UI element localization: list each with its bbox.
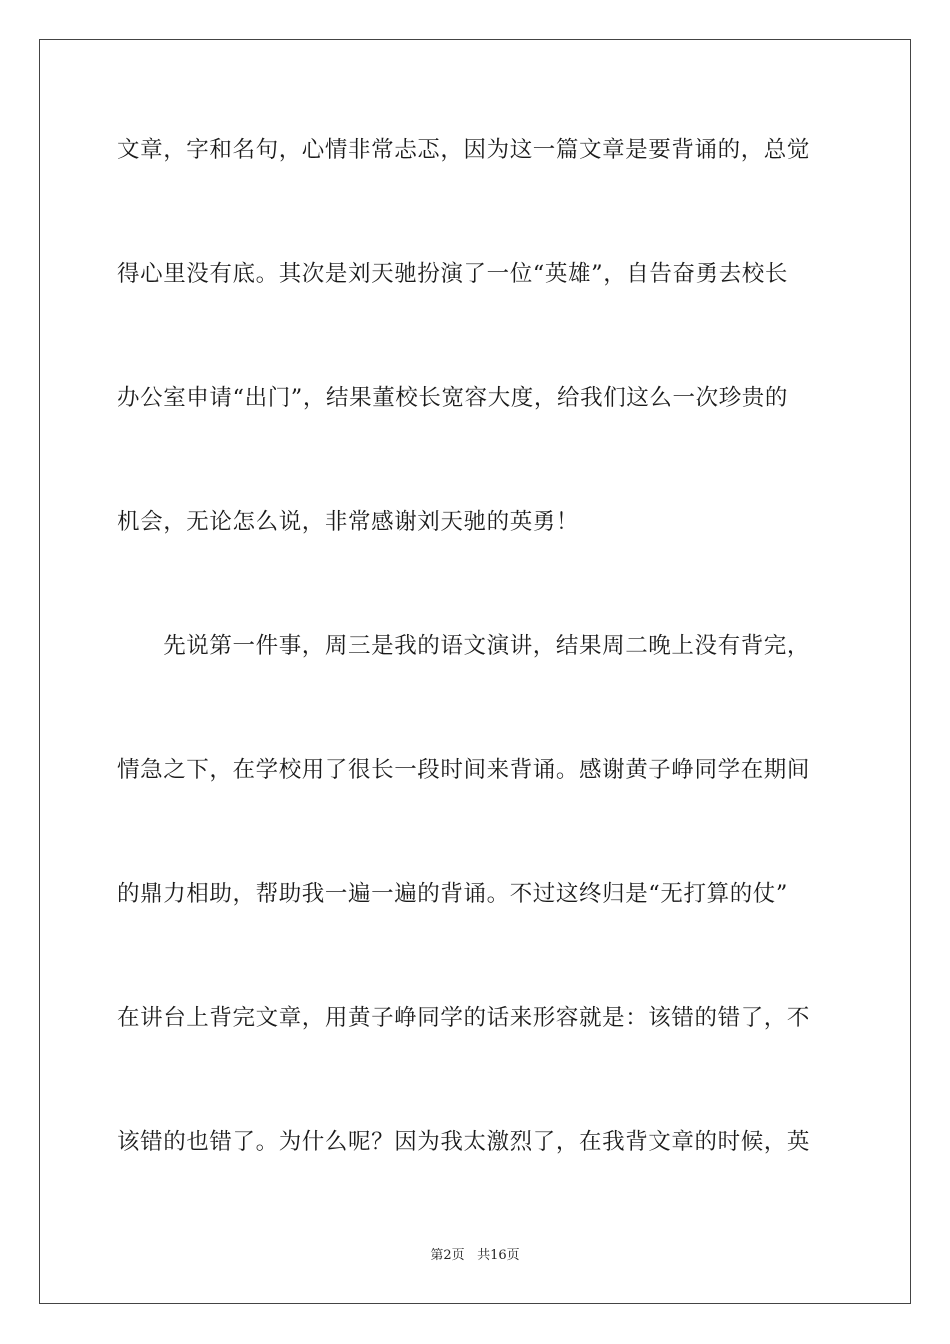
page-border — [39, 39, 911, 1304]
body-text-line: 办公室申请“出门”，结果董校长宽容大度，给我们这么一次珍贵的 — [117, 385, 789, 411]
page-number: 第2页 — [430, 1248, 465, 1263]
page-total: 共16页 — [477, 1248, 520, 1263]
body-text-line: 文章，字和名句，心情非常忐忑，因为这一篇文章是要背诵的，总觉 — [117, 137, 811, 163]
body-text-line: 情急之下，在学校用了很长一段时间来背诵。感谢黄子峥同学在期间 — [117, 757, 811, 783]
body-text-line: 该错的也错了。为什么呢？因为我太激烈了，在我背文章的时候，英 — [117, 1129, 811, 1155]
body-text-line: 机会，无论怎么说，非常感谢刘天驰的英勇！ — [117, 509, 580, 535]
body-text-line: 的鼎力相助，帮助我一遍一遍的背诵。不过这终归是“无打算的仗” — [117, 881, 789, 907]
page-footer — [0, 1247, 950, 1265]
body-text-line: 在讲台上背完文章，用黄子峥同学的话来形容就是：该错的错了，不 — [117, 1005, 811, 1031]
body-text-line: 先说第一件事，周三是我的语文演讲，结果周二晚上没有背完， — [117, 633, 811, 659]
body-text-line: 得心里没有底。其次是刘天驰扮演了一位“英雄”，自告奋勇去校长 — [117, 261, 789, 287]
